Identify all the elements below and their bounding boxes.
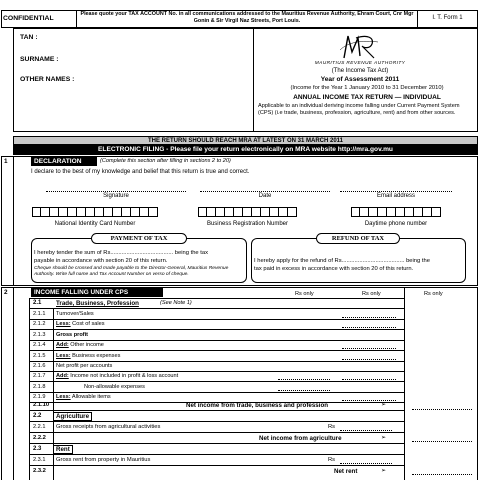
phone-label: Daytime phone number	[364, 221, 428, 227]
brn-number-boxes[interactable]	[198, 207, 297, 217]
row-text: Allowable items	[70, 394, 111, 400]
s231-amount[interactable]	[340, 463, 392, 464]
row-text: Turnover/Sales	[56, 311, 94, 317]
row-label	[56, 342, 104, 348]
row-prefix: Less:	[56, 394, 71, 400]
income-period: (Income for the Year 1 January 2010 to 31 December 2010)	[290, 85, 444, 91]
row-divider	[29, 329, 404, 330]
s221-text: Gross receipts from agricultural activities	[56, 424, 161, 430]
declaration-statement: I declare to the best of my knowledge and belief that this return is true and correct.	[31, 169, 250, 175]
row-divider	[29, 381, 404, 382]
s2110-text: Net income from trade, business and profession	[186, 402, 328, 409]
s231-rs: Rs	[328, 457, 336, 463]
row-divider	[29, 361, 404, 362]
applicability-text: Applicable to an individual deriving income falling under Current Payment System (CPS) (i.e trade, business, profession, agriculture, rent) and from other sources.	[258, 103, 460, 116]
amount-field[interactable]	[342, 348, 396, 349]
row-label	[56, 353, 120, 359]
amount-field[interactable]	[342, 379, 396, 380]
row-text: Net profit per accounts	[56, 363, 113, 369]
refund-line-2: tax paid in excess in accordance with section 20 of this return.	[254, 266, 414, 272]
row-number: 2.1.5	[33, 353, 46, 359]
row-prefix: Add:	[56, 342, 69, 348]
row-number: 2.1.6	[33, 363, 46, 369]
income-tax-act: (The Income Tax Act)	[331, 68, 389, 74]
arrow-icon: ➢	[381, 467, 387, 474]
row-label	[84, 384, 145, 390]
s21-title: Trade, Business, Profession	[56, 300, 139, 307]
return-title: ANNUAL INCOME TAX RETURN — INDIVIDUAL	[293, 94, 441, 101]
brn-label: Business Registration Number	[206, 221, 289, 227]
row-label	[56, 311, 94, 317]
payment-line-1: I hereby tender the sum of Rs....................................... being the tax	[34, 250, 208, 256]
deadline-banner: THE RETURN SHOULD REACH MRA AT LATEST ON 31 MARCH 2011	[13, 136, 478, 145]
s23-number: 2.3	[33, 446, 42, 452]
s21-note: (See Note 1)	[160, 300, 192, 306]
row-text: Other income	[68, 342, 104, 348]
s232-text: Net rent	[334, 468, 358, 475]
row-prefix: Less:	[56, 353, 71, 359]
row-text: Non-allowable expenses	[84, 384, 145, 390]
arrow-icon: ➢	[381, 401, 387, 408]
form-id: I. T. Form 1	[432, 15, 463, 21]
s23-title: Rent	[53, 445, 73, 454]
s232-number: 2.3.2	[33, 468, 46, 474]
electronic-filing-banner: ELECTRONIC FILING - Please file your return electronically on MRA website http://mra.gov.mu	[13, 145, 478, 155]
authority-name: MAURITIUS REVENUE AUTHORITY	[314, 61, 406, 66]
s222-number: 2.2.2	[33, 435, 46, 441]
s221-rs: Rs	[328, 424, 336, 430]
row-prefix: Less:	[56, 321, 71, 327]
other-names-label: OTHER NAMES :	[20, 76, 75, 83]
s22-number: 2.2	[33, 413, 42, 419]
nic-label: National Identity Card Number	[54, 221, 136, 227]
section-2-number: 2	[4, 289, 8, 296]
payment-of-tax-title: PAYMENT OF TAX	[91, 233, 187, 244]
s222-text: Net income from agriculture	[259, 435, 342, 442]
row-divider	[29, 319, 404, 320]
amount-field[interactable]	[278, 379, 330, 380]
tan-label: TAN :	[20, 34, 38, 41]
s231-number: 2.3.1	[33, 457, 46, 463]
row-text: Business expenses	[70, 353, 121, 359]
date-label: Date	[258, 193, 272, 199]
surname-label: SURNAME :	[20, 56, 59, 63]
signature-label: Signature	[103, 193, 129, 199]
row-label	[56, 373, 178, 379]
row-number: 2.1.9	[33, 394, 46, 400]
payment-cheque-note: Cheque should be crossed and made payable to the Director-General, Mauritius Revenue Authority. Write full name and Tax Account Number on verso of cheque.	[34, 266, 229, 277]
amount-field[interactable]	[342, 400, 396, 401]
amount-field[interactable]	[342, 327, 396, 328]
s21-number: 2.1	[33, 300, 42, 306]
row-number: 2.1.4	[33, 342, 46, 348]
signature-line[interactable]	[46, 191, 186, 192]
row-divider	[29, 371, 404, 372]
arrow-icon: ➢	[381, 434, 387, 441]
s232-amount[interactable]	[412, 474, 472, 475]
section-1-number: 1	[4, 158, 8, 165]
amount-field[interactable]	[342, 359, 396, 360]
year-of-assessment: Year of Assessment 2011	[320, 76, 400, 83]
row-divider	[29, 392, 404, 393]
amount-field[interactable]	[342, 317, 396, 318]
s2110-number: 2.1.10	[33, 402, 50, 408]
row-divider	[29, 340, 404, 341]
row-divider	[29, 350, 404, 351]
rs-only-col-3: Rs only	[424, 291, 443, 297]
row-text: Cost of sales	[70, 321, 105, 327]
declaration-note: (Complete this section after filling in sections 2 to 20)	[100, 158, 231, 164]
phone-number-boxes[interactable]	[351, 207, 441, 217]
row-label	[56, 321, 105, 327]
email-label: Email address	[376, 193, 415, 199]
row-number: 2.1.1	[33, 311, 46, 317]
row-number: 2.1.7	[33, 373, 46, 379]
s22-title: Agriculture	[53, 412, 92, 421]
row-prefix: Add:	[56, 373, 69, 379]
rs-only-col-2: Rs only	[362, 291, 381, 297]
tax-account-notice: Please quote your TAX ACCOUNT No. in all communications addressed to the Mauritius Revenue Authority, Ehram Court, Cnr Mgr Gonin & Sir Virgil Naz Streets, Port Louis.	[80, 11, 414, 24]
s221-number: 2.2.1	[33, 424, 46, 430]
s2110-amount[interactable]	[412, 409, 472, 410]
nic-number-boxes[interactable]	[32, 207, 158, 217]
s231-text: Gross rent from property in Mauritius	[56, 457, 151, 463]
mra-logo	[334, 32, 384, 60]
row-label	[56, 332, 88, 338]
row-label	[56, 394, 111, 400]
refund-line-1: I hereby apply for the refund of Rs....................................... being the	[254, 258, 430, 264]
date-line[interactable]	[200, 191, 330, 192]
rs-only-col-1: Rs only	[295, 291, 314, 297]
row-number: 2.1.2	[33, 321, 46, 327]
declaration-title: DECLARATION	[31, 157, 97, 166]
payment-line-2: payable in accordance with section 20 of this return.	[34, 258, 168, 264]
cps-title: INCOME FALLING UNDER CPS	[31, 288, 163, 297]
s221-amount[interactable]	[340, 430, 392, 431]
email-line[interactable]	[340, 191, 452, 192]
confidential-label: CONFIDENTIAL	[3, 15, 54, 22]
refund-of-tax-title: REFUND OF TAX	[316, 233, 400, 244]
amount-field[interactable]	[278, 390, 330, 391]
row-label	[56, 363, 112, 369]
row-text: Income not included in profit & loss account	[68, 373, 179, 379]
row-number: 2.1.3	[33, 332, 46, 338]
row-number: 2.1.8	[33, 384, 46, 390]
s222-amount[interactable]	[412, 441, 472, 442]
row-text: Gross profit	[56, 332, 89, 338]
